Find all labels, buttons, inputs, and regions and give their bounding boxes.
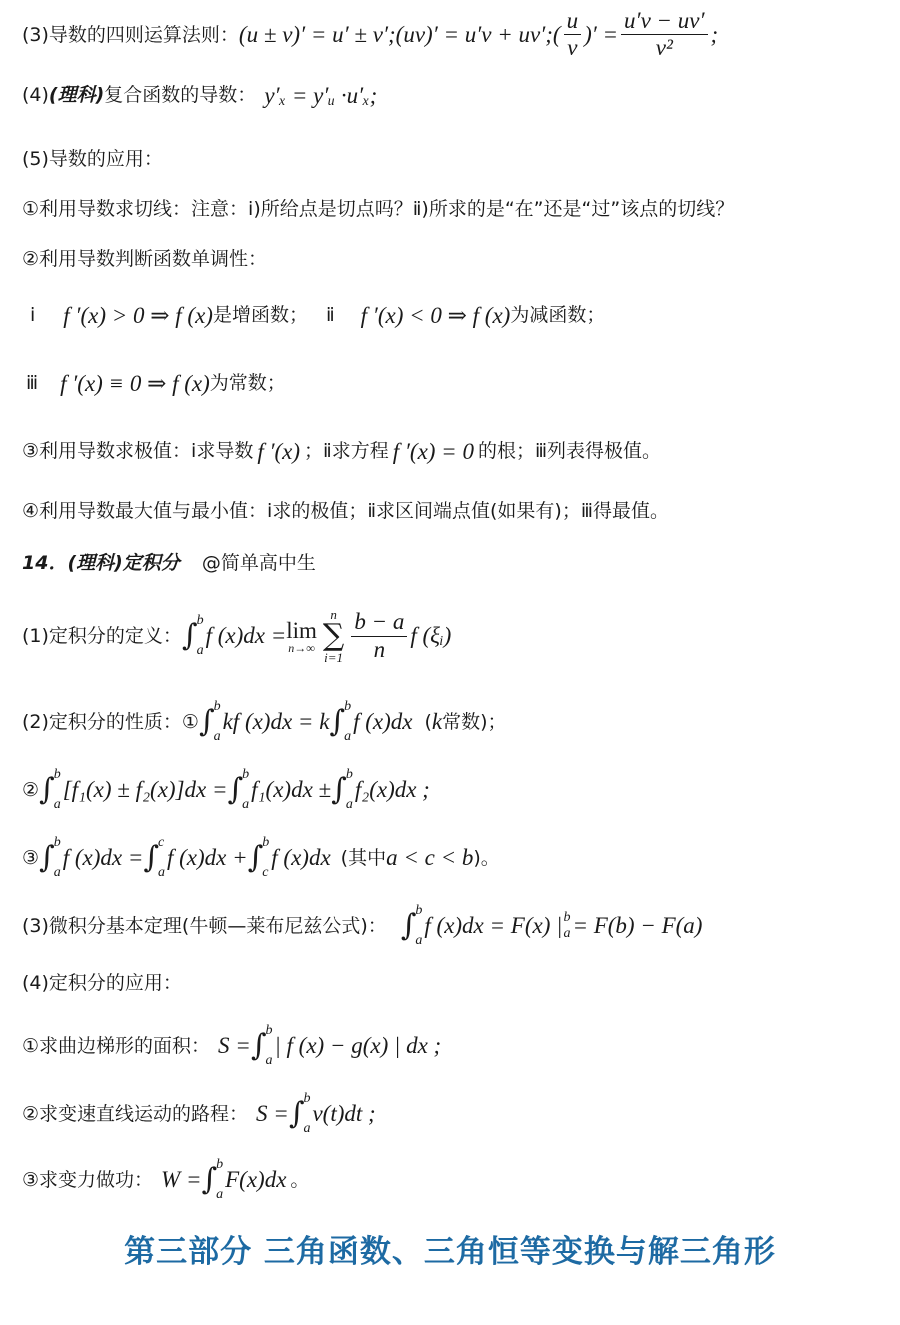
integral-sign: ∫ b a: [198, 699, 221, 744]
integral-sign: ∫ b a: [39, 835, 61, 880]
item-monotonicity: ②利用导数判断函数单调性：: [22, 248, 268, 270]
rule-chain-derivative: (4) (理科) 复合函数的导数： y′ₓ = y′ᵤ ·u′ₓ;: [22, 83, 378, 108]
integral-sign: ∫ b a: [201, 1157, 224, 1202]
application-work: ③求变力做功： W = ∫ b a F(x)dx 。: [22, 1157, 310, 1202]
integral-sign: ∫ b c: [247, 835, 270, 880]
formula: (u ± v)′ = u′ ± v′;(uv)′ = u′v + uv′;(: [238, 22, 561, 48]
monotonicity-cases: ⅰ f ′(x) > 0 ⇒ f (x) 是增函数； ⅱ f ′(x) < 0 ⇒ f (x) 为减函数；: [30, 303, 606, 328]
fraction-step: $\frac{b - a}{n}$: [351, 609, 407, 663]
formula: )′ =: [584, 22, 619, 48]
integral-sign: ∫ b a: [331, 767, 353, 812]
heading-integral-applications: (4)定积分的应用：: [22, 972, 182, 994]
application-distance: ②求变速直线运动的路程： S = ∫ b a v(t)dt ;: [22, 1091, 376, 1136]
integral-property-1: (2)定积分的性质：① ∫ b a kf (x)dx = k ∫ b a f (x)dx ( k 常数)；: [22, 699, 507, 744]
formula: y′ₓ = y′ᵤ ·u′ₓ;: [264, 83, 378, 108]
item-max-min: ④利用导数最大值与最小值：ⅰ求的极值；ⅱ求区间端点值(如果有)；ⅲ得最值。: [22, 500, 669, 522]
heading-derivative-applications: (5)导数的应用：: [22, 148, 163, 170]
integral-sign: ∫ b a: [227, 767, 250, 812]
fraction-u-over-v: $\frac{u}{v}$: [564, 8, 582, 62]
sum-operator: n ∑ i=1: [322, 607, 345, 665]
integral-sign: ∫ b a: [288, 1091, 311, 1136]
integral-property-2: ② ∫ b a [f₁(x) ± f₂(x)]dx = ∫ b a f₁(x)dx ± ∫ b a f₂(x)dx ;: [22, 767, 430, 812]
integral-sign: ∫ b a: [181, 613, 204, 658]
fraction-quotient-rule: $\frac{u'v - uv'}{\text{v²}}$: [621, 8, 708, 62]
section-title: 第三部分 三角函数、三角恒等变换与解三角形: [124, 1234, 776, 1270]
evaluation-limits: b a: [563, 910, 571, 941]
section-heading-definite-integral: 14．(理科)定积分 @简单高中生: [22, 552, 316, 574]
integral-sign: ∫ b a: [250, 1023, 273, 1068]
integral-definition: (1)定积分的定义： ∫ b a f (x)dx = lim n→∞ n ∑ i=1 $\frac{b - a}{n}$ f (ξᵢ): [22, 607, 452, 665]
label: (3)导数的四则运算法则：: [22, 23, 239, 46]
integral-sign: ∫ b a: [39, 767, 61, 812]
science-tag: (理科): [48, 84, 105, 107]
item-tangent-line: ①利用导数求切线：注意：ⅰ)所给点是切点吗？ⅱ)所求的是“在”还是“过”该点的切线？: [22, 198, 735, 220]
watermark-text: @简单高中生: [201, 552, 316, 574]
rule-arithmetic-derivative: (3)导数的四则运算法则： (u ± v)′ = u′ ± v′;(uv)′ = u′v + uv′;( $\frac{u}{v}$ )′ = $\frac{u'v - uv'}{\text{v²}}$ ;: [22, 8, 719, 61]
item-extremum: ③利用导数求极值：ⅰ求导数 f ′(x) ；ⅱ求方程 f ′(x) = 0 的根；ⅲ列表得极值。: [22, 439, 662, 464]
limit-operator: lim n→∞: [286, 617, 317, 655]
application-area: ①求曲边梯形的面积： S = ∫ b a | f (x) − g(x) | dx ;: [22, 1023, 442, 1068]
newton-leibniz-formula: (3)微积分基本定理(牛顿—莱布尼兹公式)： ∫ b a f (x)dx = F(x) | b a = F(b) − F(a): [22, 903, 703, 948]
integral-property-3: ③ ∫ b a f (x)dx = ∫ c a f (x)dx + ∫ b c f (x)dx (其中 a < c < b )。: [22, 835, 500, 880]
integral-sign: ∫ b a: [400, 903, 423, 948]
integral-sign: ∫ b a: [329, 699, 352, 744]
monotonicity-constant: ⅲ f ′(x) ≡ 0 ⇒ f (x) 为常数；: [26, 371, 286, 396]
integral-sign: ∫ c a: [143, 835, 165, 880]
